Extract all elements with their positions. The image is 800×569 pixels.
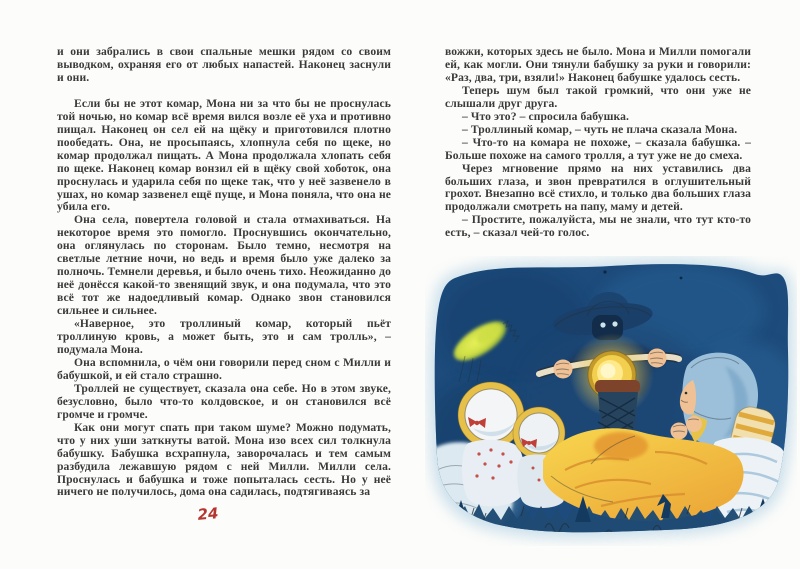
paragraph: Если бы не этот комар, Мона ни за что бы не проснулась той ночью, но комар всё время вился возле её уха и противно пищал. Наконец он сел ей на щёку и приготовился плотно пообедать. Она, не просыпаясь, хлопнула себя по щеке, но комар продолжал пищать. А Мона продолжала хлопать себя по щеке. Наконец комар вонзил ей в щёку свой хоботок, она проснулась и ударила себя по щеке так, что у неё зазвенело в ушах, но комар зазвенел ещё пуще, и Мона поняла, что она не убила его. [57, 96, 391, 214]
paragraph: Как они могут спать при таком шуме? Можно подумать, что у них уши заткнуты ватой. Мона изо всех сил толкнула бабушку. Бабушка всхрапнула, заворочалась и тем самым разбудила лежавшую рядом с ней Милли. Милли села. Проснулась и бабушка и тоже попыталась сесть. Но у неё ничего не получилось, дома она садилась, подтягиваясь за [57, 420, 391, 499]
paragraph: и они забрались в свои спальные мешки рядом со своим выводком, охраняя его от любых напастей. Наконец заснули и они. [57, 45, 391, 84]
sky-speck [603, 270, 606, 273]
dialogue-line: – Что-то на комара не похоже, – сказала бабушка. – Больше похоже на самого тролля, а тут уже не до смеха. [445, 135, 751, 162]
paragraph: вожжи, которых здесь не было. Мона и Милли помогали ей, как могли. Они тянули бабушку за руки и говорили: «Раз, два, три, взяли!» Наконец бабушке удалось сесть. [445, 45, 751, 84]
dialogue-line: – Троллиный комар, – чуть не плача сказала Мона. [462, 122, 738, 136]
child-gown-large [462, 440, 525, 507]
paragraph: Она села, повертела головой и стала отмахиваться. На некоторое время это помогло. Проснувшись окончательно, она оглянулась по сторонам. Было темно, несмотря на светлые летние ночи, но ведь и время было уже далеко за полночь. Темнели деревья, и было очень тихо. Неожиданно до неё донёсся какой-то звенящий звук, и она подумала, что это всё тот же надоедливый комар. Однако звон становился сильнее и сильнее. [57, 213, 391, 318]
left-text-block [57, 46, 391, 499]
sky-speck [680, 277, 683, 280]
troll-eye [612, 321, 617, 326]
troll-eye [600, 322, 605, 327]
right-page [400, 0, 800, 569]
dialogue-line: – Что это? – спросила бабушка. [462, 109, 630, 123]
paragraph: «Наверное, это троллиный комар, который пьёт троллиную кровь, а может быть, это и сам тролль», – подумала Мона. [57, 317, 391, 356]
night-scene-svg [425, 256, 797, 546]
paragraph: Через мгновение прямо на них уставились два больших глаза, и звон превратился в оглушительный грохот. Внезапно всё стихло, и только два больших глаза продолжали смотреть на папу, маму и детей. [445, 161, 751, 214]
dialogue-line: – Простите, пожалуйста, мы не знали, что тут кто-то есть, – сказал чей-то голос. [445, 213, 751, 240]
paragraph: Она вспомнила, о чём они говорили перед сном с Милли и бабушкой, и ей стало страшно. [57, 355, 391, 382]
page-number: 24 [196, 504, 220, 524]
right-text-block [445, 46, 751, 240]
paragraph: Троллей не существует, сказала она себе. Но в этом звуке, безусловно, было что-то колдовское, и он становился всё громче и громче. [57, 381, 391, 421]
illustration-night-scene [425, 256, 797, 546]
troll-hand-left [554, 360, 573, 379]
paragraph: Теперь шум был такой громкий, что они уже не слышали друг друга. [445, 83, 751, 110]
